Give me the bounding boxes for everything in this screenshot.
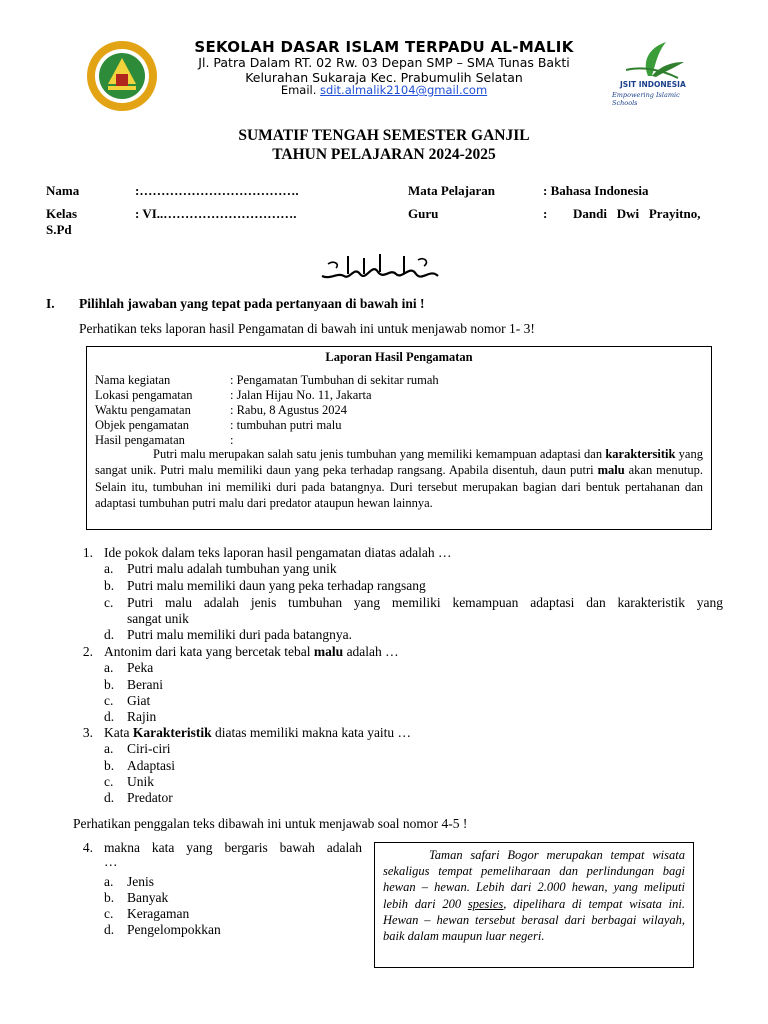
- option-text[interactable]: Berani: [127, 677, 163, 692]
- report-row-label: Waktu pengamatan: [95, 403, 191, 417]
- mapel-value: : Bahasa Indonesia: [543, 183, 649, 198]
- option-letter: c.: [104, 595, 114, 610]
- lead-text-2: Perhatikan penggalan teks dibawah ini untuk menjawab soal nomor 4-5 !: [73, 816, 468, 831]
- jsit-logo: [612, 40, 702, 107]
- option-text[interactable]: Adaptasi: [127, 758, 175, 773]
- question-text: [104, 644, 399, 660]
- exam-title: SUMATIF TENGAH SEMESTER GANJIL: [238, 127, 530, 144]
- option-text[interactable]: Putri malu memiliki daun yang peka terhadap rangsang: [127, 578, 426, 593]
- guru-label: Guru: [408, 206, 439, 221]
- report-row-label: Hasil pengamatan: [95, 433, 185, 447]
- question-bold-word: Karakteristik: [132, 725, 212, 740]
- option-text[interactable]: Rajin: [127, 709, 157, 724]
- guru-value-cont: S.Pd: [46, 222, 72, 237]
- option-letter: c.: [104, 693, 114, 708]
- option-text[interactable]: Keragaman: [127, 906, 190, 921]
- guru-value: Dandi Dwi Prayitno,: [573, 206, 701, 221]
- question-text-pre: Kata: [104, 725, 133, 740]
- story-text: Taman safari Bogor merupakan tempat wisata sekaligus tempat pemeliharaan dan perlindungan bagi hewan – hewan. Lebih dari 2.000 hewan, yang meliputi lebih dari 200: [383, 848, 685, 911]
- option-letter: b.: [104, 578, 115, 593]
- question-text-pre: Antonim dari kata yang bercetak tebal: [104, 644, 314, 659]
- guru-colon: :: [543, 206, 548, 221]
- section-instruction: Pilihlah jawaban yang tepat pada pertanyaan di bawah ini !: [79, 296, 425, 311]
- nama-label: Nama: [46, 183, 80, 198]
- section-roman: I.: [46, 296, 55, 311]
- question-number: 2.: [82, 644, 93, 659]
- jsit-title: JSIT INDONESIA: [620, 80, 686, 89]
- report-box: [86, 346, 712, 530]
- question-number: 3.: [82, 725, 93, 740]
- story-text: , dipelihara di tempat wisata ini. Hewan – hewan tersebut berasal dari berbagai wilayah, baik dalam maupun luar negeri.: [383, 896, 685, 944]
- option-letter: b.: [104, 890, 115, 905]
- question-text: Ide pokok dalam teks laporan hasil pengamatan diatas adalah …: [104, 545, 452, 560]
- story-box: [374, 842, 694, 968]
- option-letter: a.: [104, 874, 114, 889]
- report-row-label: Nama kegiatan: [95, 373, 171, 387]
- report-bold-word: karaktersitik: [605, 447, 676, 461]
- school-kelurahan: Kelurahan Sukaraja Kec. Prabumulih Selatan: [245, 70, 523, 85]
- report-title: Laporan Hasil Pengamatan: [325, 350, 473, 364]
- report-text: akan menutup. Selain itu, tumbuhan ini memiliki duri pada batangnya. Duri tersebut merupakan bagian dari bentuk pertahanan dan adaptasi tumbuhan putri malu dari predator ataupun hewan lainnya.: [95, 463, 703, 510]
- option-text[interactable]: Peka: [127, 660, 154, 675]
- option-text[interactable]: Jenis: [127, 874, 154, 889]
- option-letter: c.: [104, 906, 114, 921]
- story-underlined-word: spesies: [467, 896, 504, 911]
- option-text[interactable]: Giat: [127, 693, 151, 708]
- report-row-value: : Pengamatan Tumbuhan di sekitar rumah: [230, 373, 439, 387]
- option-letter: d.: [104, 790, 115, 805]
- bismillah-calligraphy: [318, 252, 442, 286]
- question-1: [0, 545, 768, 645]
- question-2: [0, 644, 768, 728]
- option-text[interactable]: Pengelompokkan: [127, 922, 221, 937]
- option-letter: d.: [104, 709, 115, 724]
- report-text: yang sangat unik. Putri malu memiliki daun yang peka terhadap rangsang. Apabila disentuh, daun putri: [95, 447, 703, 478]
- option-text[interactable]: Banyak: [127, 890, 169, 905]
- question-text: makna kata yang bergaris bawah adalah: [104, 840, 362, 855]
- question-text-post: adalah …: [343, 644, 399, 659]
- question-text-cont: …: [104, 854, 118, 869]
- question-text: [104, 725, 411, 741]
- option-letter: c.: [104, 774, 114, 789]
- option-text[interactable]: Predator: [127, 790, 173, 805]
- question-3: [0, 725, 768, 809]
- report-text: Putri malu merupakan salah satu jenis tumbuhan yang memiliki kemampuan adaptasi dan: [153, 447, 606, 461]
- email-link[interactable]: sdit.almalik2104@gmail.com: [320, 83, 488, 97]
- report-bold-word: malu: [597, 463, 625, 478]
- quill-icon: [612, 40, 702, 80]
- option-text[interactable]: Putri malu memiliki duri pada batangnya.: [127, 627, 352, 642]
- option-text[interactable]: Putri malu adalah tumbuhan yang unik: [127, 561, 337, 576]
- nama-field[interactable]: :……………………………….: [135, 183, 299, 198]
- option-letter: a.: [104, 660, 114, 675]
- option-letter: b.: [104, 677, 115, 692]
- report-row-label: Lokasi pengamatan: [95, 388, 193, 402]
- option-letter: d.: [104, 627, 115, 642]
- jsit-tagline: Empowering Islamic Schools: [612, 91, 680, 107]
- option-letter: a.: [104, 561, 114, 576]
- question-bold-word: malu: [313, 644, 344, 659]
- mapel-label: Mata Pelajaran: [408, 183, 496, 198]
- report-row-value: : Jalan Hijau No. 11, Jakarta: [230, 388, 372, 402]
- report-row-value: : tumbuhan putri malu: [230, 418, 342, 432]
- school-address: Jl. Patra Dalam RT. 02 Rw. 03 Depan SMP – SMA Tunas Bakti: [198, 55, 570, 70]
- question-text-post: diatas memiliki makna kata yaitu …: [211, 725, 412, 740]
- question-number: 4.: [82, 840, 93, 855]
- lead-text: Perhatikan teks laporan hasil Pengamatan di bawah ini untuk menjawab nomor 1- 3!: [79, 321, 535, 336]
- kelas-field[interactable]: : VI..………………………….: [135, 206, 297, 221]
- report-row-label: Objek pengamatan: [95, 418, 190, 432]
- exam-year: TAHUN PELAJARAN 2024-2025: [272, 146, 496, 163]
- option-text[interactable]: Ciri-ciri: [127, 741, 171, 756]
- question-4: [0, 840, 370, 940]
- option-letter: d.: [104, 922, 115, 937]
- kelas-label: Kelas: [46, 206, 78, 221]
- report-row-value: : Rabu, 8 Agustus 2024: [230, 403, 348, 417]
- option-text[interactable]: Unik: [127, 774, 154, 789]
- option-text-cont[interactable]: sangat unik: [127, 611, 189, 626]
- option-text[interactable]: Putri malu adalah jenis tumbuhan yang memiliki kemampuan adaptasi dan karakteristik yang: [127, 595, 723, 610]
- option-letter: a.: [104, 741, 114, 756]
- report-paragraph: [95, 446, 703, 511]
- question-number: 1.: [82, 545, 93, 560]
- school-name: SEKOLAH DASAR ISLAM TERPADU AL-MALIK: [194, 38, 574, 56]
- option-letter: b.: [104, 758, 115, 773]
- report-row-value: :: [230, 433, 234, 447]
- email-label: Email.: [280, 83, 317, 97]
